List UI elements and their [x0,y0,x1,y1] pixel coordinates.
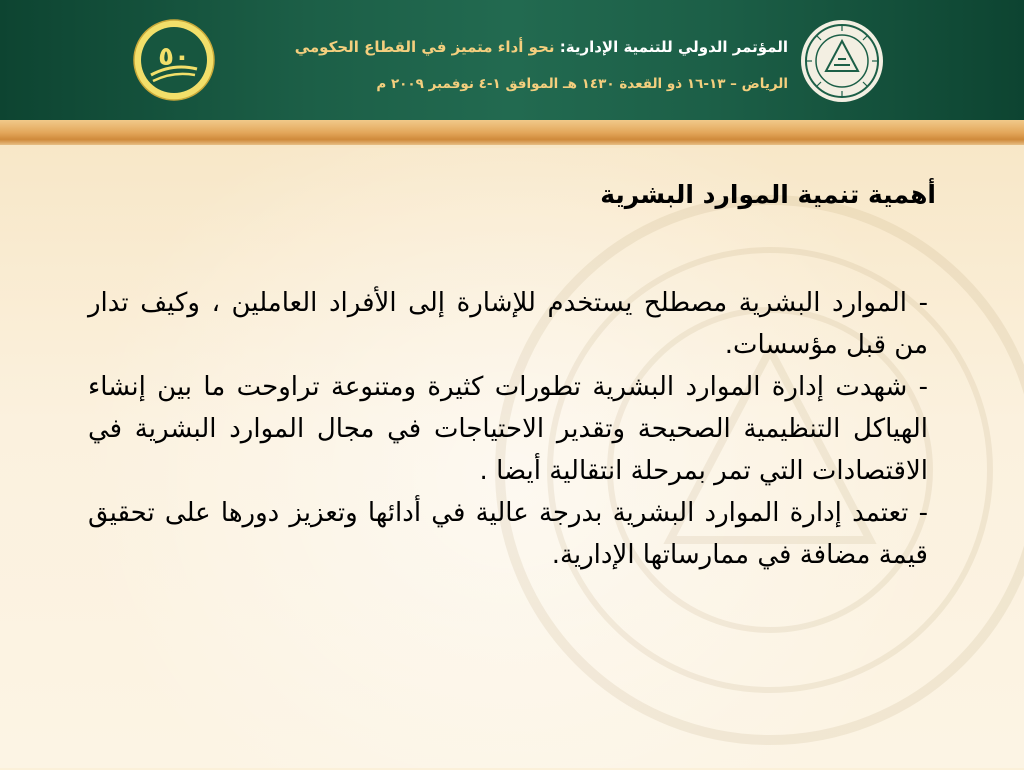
paragraph-definition: - الموارد البشرية مصطلح يستخدم للإشارة إلى الأفراد العاملين ، وكيف تدار من قبل مؤسسات. [88,288,928,360]
paragraph-developments: - شهدت إدارة الموارد البشرية تطورات كثيرة ومتنوعة تراوحت ما بين إنشاء الهياكل التنظيمية الصحيحة وتقدير الاحتياجات في مجال الموارد البشرية في الاقتصادات التي تمر بمرحلة انتقالية أيضا . [88,372,928,486]
slide-heading: أهمية تنمية الموارد البشرية [600,180,936,209]
anniversary-number: ٥٠ [158,42,190,72]
conference-title [228,38,788,56]
conference-subtitle: نحو أداء متميز في القطاع الحكومي [294,38,555,56]
conference-header-banner [0,0,1024,120]
conference-date: الرياض – ١٣-١٦ ذو القعدة ١٤٣٠ هـ الموافق ١-٤ نوفمبر ٢٠٠٩ م [376,76,788,92]
conference-title-main: المؤتمر الدولي للتنمية الإدارية: [559,38,788,56]
slide-body [88,282,928,576]
anniversary-50-logo-icon [133,19,215,101]
gold-divider-band [0,120,1024,148]
institute-seal-icon [800,19,884,103]
paragraph-value-added: - تعتمد إدارة الموارد البشرية بدرجة عالية في أدائها وتعزيز دورها على تحقيق قيمة مضافة في ممارساتها الإدارية. [88,498,928,570]
